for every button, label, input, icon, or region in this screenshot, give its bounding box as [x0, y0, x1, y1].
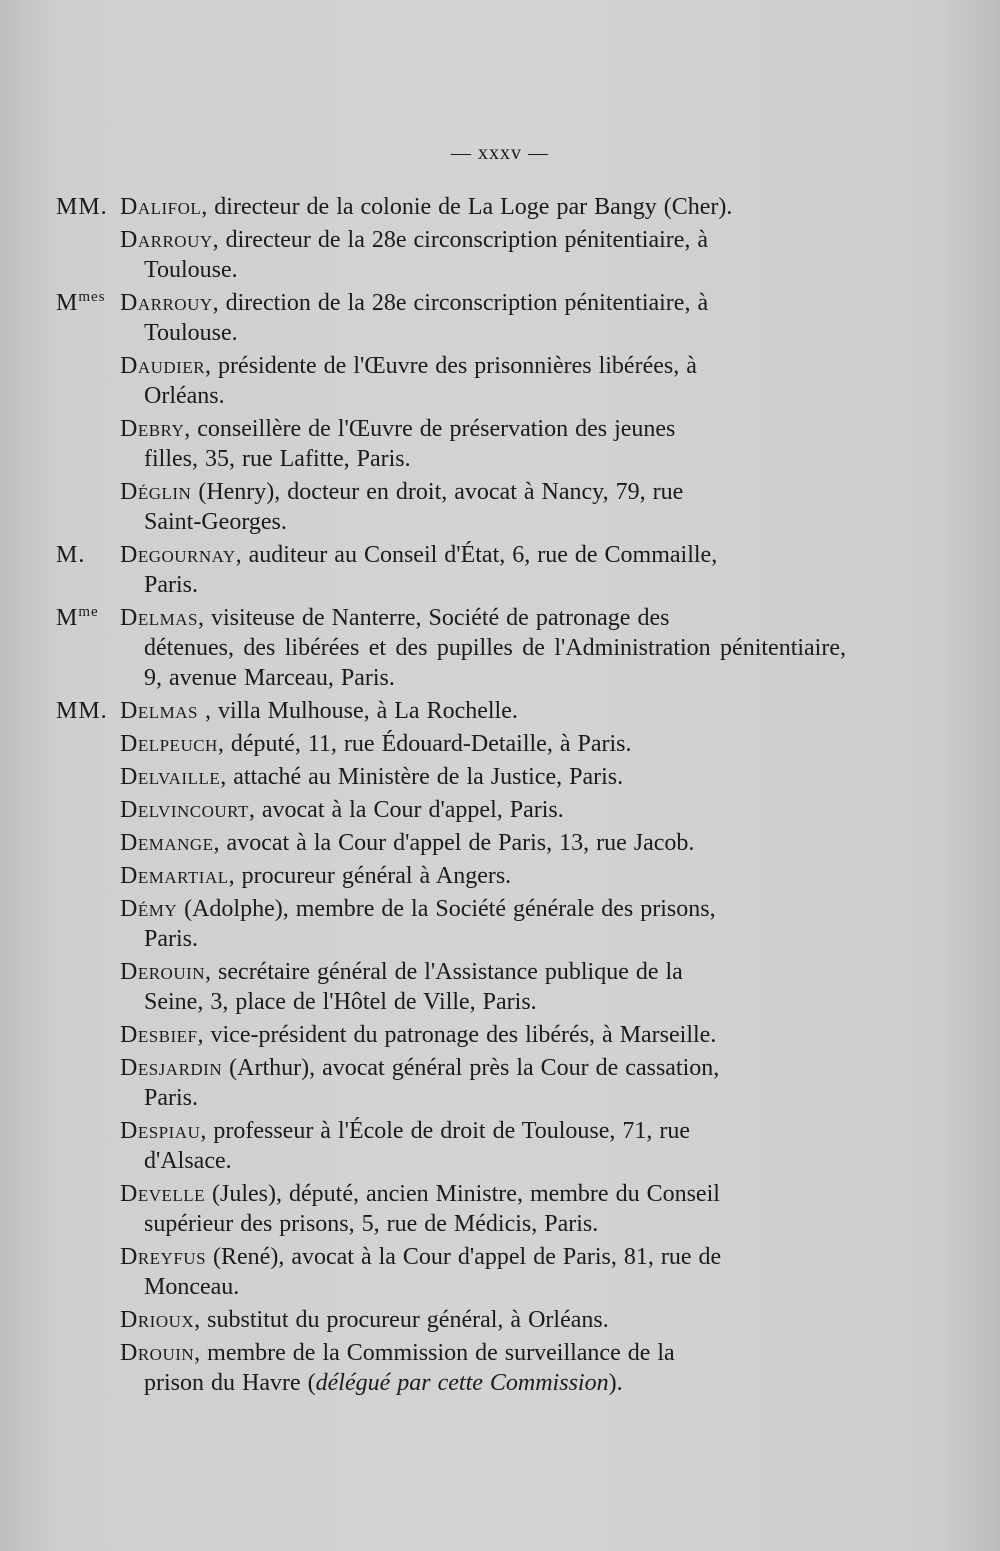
- member-name: Degournay: [120, 542, 236, 568]
- member-name: Darrouy: [120, 227, 213, 253]
- entry-first-line: [120, 1020, 846, 1050]
- honorific-superscript: mes: [78, 289, 106, 305]
- member-entry: [56, 540, 846, 600]
- member-description: , attaché au Ministère de la Justice, Paris.: [220, 764, 624, 790]
- entry-continuation: Orléans.: [144, 383, 225, 409]
- member-description: (Henry), docteur en droit, avocat à Nancy, 79, rue: [191, 479, 684, 505]
- entry-continuation: Seine, 3, place de l'Hôtel de Ville, Paris.: [144, 989, 537, 1015]
- member-name: Drouin: [120, 1340, 195, 1366]
- member-description: (Jules), député, ancien Ministre, membre du Conseil: [205, 1181, 720, 1207]
- member-description: , auditeur au Conseil d'État, 6, rue de Commaille,: [235, 542, 718, 568]
- member-entry: [56, 351, 846, 411]
- member-entry: [56, 477, 846, 537]
- entry-first-line: [120, 603, 846, 633]
- member-entry: [56, 795, 846, 825]
- member-description: , député, 11, rue Édouard-Detaille, à Paris.: [217, 731, 632, 757]
- member-description: , directeur de la 28e circonscription pénitentiaire, à: [212, 227, 709, 253]
- honorific-text: M: [56, 605, 79, 631]
- member-entry: [56, 861, 846, 891]
- member-entry: [56, 957, 846, 1017]
- member-list: [56, 192, 846, 1401]
- honorific-prefix: [56, 603, 99, 633]
- member-name: Desbief: [120, 1022, 198, 1048]
- member-entry: [56, 762, 846, 792]
- entry-first-line: [120, 1338, 846, 1368]
- page-number: — xxxv —: [451, 142, 549, 164]
- italic-note: délégué par cette Commission: [315, 1370, 609, 1396]
- member-entry: [56, 1242, 846, 1302]
- member-description: , procureur général à Angers.: [228, 863, 512, 889]
- member-name: Desjardin: [120, 1055, 223, 1081]
- entry-first-line: [120, 225, 846, 255]
- member-name: Delmas: [120, 698, 198, 724]
- member-entry: [56, 894, 846, 954]
- entry-continuation: Saint-Georges.: [144, 509, 287, 535]
- entry-continuation: prison du Havre (délégué par cette Commission).: [144, 1370, 623, 1396]
- member-name: Debry: [120, 416, 185, 442]
- member-description: (René), avocat à la Cour d'appel de Paris, 81, rue de: [206, 1244, 722, 1270]
- honorific-text: M.: [56, 542, 86, 568]
- entry-continuation: Monceau.: [144, 1274, 240, 1300]
- entry-continuation: détenues, des libérées et des pupilles de l'Administration pénitentiaire, 9, avenue Marceau, Paris.: [144, 635, 846, 691]
- member-entry: [56, 696, 846, 726]
- entry-first-line: [120, 828, 846, 858]
- member-description: , conseillère de l'Œuvre de préservation des jeunes: [184, 416, 676, 442]
- member-entry: [56, 1305, 846, 1335]
- entry-continuation: Paris.: [144, 926, 198, 952]
- member-name: Delpeuch: [120, 731, 218, 757]
- entry-first-line: [120, 729, 846, 759]
- member-description: , avocat à la Cour d'appel de Paris, 13, rue Jacob.: [213, 830, 695, 856]
- member-description: , visiteuse de Nanterre, Société de patronage des: [197, 605, 670, 631]
- entry-first-line: [120, 696, 846, 726]
- entry-first-line: [120, 795, 846, 825]
- member-name: Delmas: [120, 605, 198, 631]
- member-name: Delvincourt: [120, 797, 249, 823]
- member-description: , villa Mulhouse, à La Rochelle.: [197, 698, 518, 724]
- member-name: Derouin: [120, 959, 206, 985]
- member-name: Daudier: [120, 353, 206, 379]
- member-description: , professeur à l'École de droit de Toulouse, 71, rue: [200, 1118, 691, 1144]
- member-entry: [56, 1020, 846, 1050]
- member-description: , directeur de la colonie de La Loge par Bangy (Cher).: [201, 194, 733, 220]
- member-entry: [56, 1338, 846, 1398]
- member-name: Déglin: [120, 479, 192, 505]
- entry-first-line: [120, 957, 846, 987]
- member-entry: [56, 1116, 846, 1176]
- member-entry: [56, 729, 846, 759]
- member-entry: [56, 828, 846, 858]
- member-entry: [56, 414, 846, 474]
- entry-first-line: [120, 861, 846, 891]
- honorific-prefix: [56, 696, 108, 726]
- entry-first-line: [120, 414, 846, 444]
- entry-continuation: supérieur des prisons, 5, rue de Médicis, Paris.: [144, 1211, 599, 1237]
- honorific-text: MM.: [56, 698, 108, 724]
- member-name: Dalifol: [120, 194, 202, 220]
- entry-continuation: Paris.: [144, 1085, 198, 1111]
- entry-first-line: [120, 192, 846, 222]
- member-name: Darrouy: [120, 290, 213, 316]
- member-entry: [56, 288, 846, 348]
- entry-continuation: d'Alsace.: [144, 1148, 232, 1174]
- entry-first-line: [120, 477, 846, 507]
- member-description: (Arthur), avocat général près la Cour de cassation,: [222, 1055, 720, 1081]
- entry-continuation: filles, 35, rue Lafitte, Paris.: [144, 446, 411, 472]
- member-description: , avocat à la Cour d'appel, Paris.: [248, 797, 564, 823]
- entry-first-line: [120, 1305, 846, 1335]
- entry-first-line: [120, 1242, 846, 1272]
- member-name: Démy: [120, 896, 178, 922]
- member-description: , présidente de l'Œuvre des prisonnières libérées, à: [205, 353, 697, 379]
- member-name: Develle: [120, 1181, 206, 1207]
- member-name: Demartial: [120, 863, 229, 889]
- member-entry: [56, 603, 846, 693]
- entry-first-line: [120, 288, 846, 318]
- entry-continuation: Toulouse.: [144, 257, 238, 283]
- entry-first-line: [120, 894, 846, 924]
- member-name: Delvaille: [120, 764, 221, 790]
- member-description: , direction de la 28e circonscription pénitentiaire, à: [212, 290, 709, 316]
- member-description: , substitut du procureur général, à Orléans.: [194, 1307, 609, 1333]
- member-name: Drioux: [120, 1307, 195, 1333]
- member-name: Dreyfus: [120, 1244, 207, 1270]
- entry-first-line: [120, 1053, 846, 1083]
- honorific-prefix: [56, 540, 85, 570]
- honorific-text: M: [56, 290, 79, 316]
- member-description: , secrétaire général de l'Assistance publique de la: [205, 959, 683, 985]
- member-entry: [56, 192, 846, 222]
- member-name: Despiau: [120, 1118, 201, 1144]
- entry-first-line: [120, 351, 846, 381]
- member-entry: [56, 1053, 846, 1113]
- member-entry: [56, 1179, 846, 1239]
- honorific-prefix: [56, 192, 108, 222]
- honorific-prefix: [56, 288, 106, 318]
- entry-first-line: [120, 540, 846, 570]
- honorific-text: MM.: [56, 194, 108, 220]
- entry-first-line: [120, 1179, 846, 1209]
- entry-first-line: [120, 762, 846, 792]
- entry-continuation: Paris.: [144, 572, 198, 598]
- entry-continuation: Toulouse.: [144, 320, 238, 346]
- member-description: (Adolphe), membre de la Société générale des prisons,: [177, 896, 716, 922]
- member-name: Demange: [120, 830, 214, 856]
- member-entry: [56, 225, 846, 285]
- honorific-superscript: me: [78, 604, 99, 620]
- member-description: , membre de la Commission de surveillance de la: [194, 1340, 675, 1366]
- member-description: , vice-président du patronage des libérés, à Marseille.: [197, 1022, 717, 1048]
- entry-first-line: [120, 1116, 846, 1146]
